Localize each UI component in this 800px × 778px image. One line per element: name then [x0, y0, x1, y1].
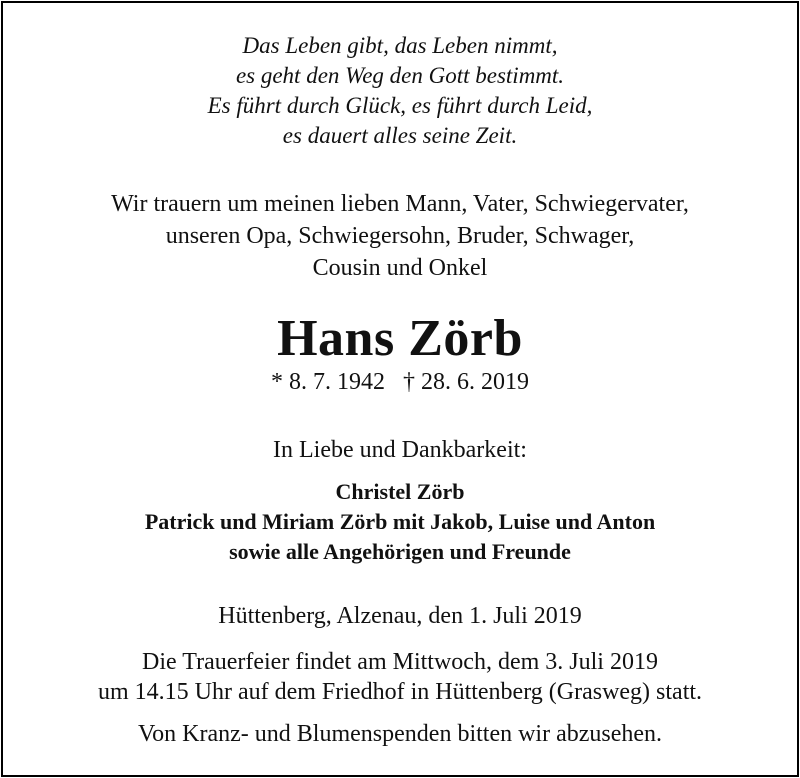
donation-request: Von Kranz- und Blumenspenden bitten wir abzusehen. [137, 721, 663, 747]
mourning-line-2: unseren Opa, Schwiegersohn, Bruder, Schwager, [165, 223, 635, 249]
life-dates: * 8. 7. 1942 † 28. 6. 2019 [271, 369, 529, 395]
mourning-line-3: Cousin und Onkel [312, 255, 488, 281]
family-line-1: Christel Zörb [335, 479, 465, 504]
gratitude-heading: In Liebe und Dankbarkeit: [273, 437, 527, 463]
place-date: Hüttenberg, Alzenau, den 1. Juli 2019 [218, 603, 582, 629]
ceremony-line-1: Die Trauerfeier findet am Mittwoch, dem 3. Juli 2019 [142, 649, 658, 675]
poem-line-1: Das Leben gibt, das Leben nimmt, [242, 33, 558, 58]
poem-line-2: es geht den Weg den Gott bestimmt. [235, 63, 565, 88]
deceased-name: Hans Zörb [277, 310, 523, 367]
family-line-3: sowie alle Angehörigen und Freunde [229, 539, 571, 564]
mourning-line-1: Wir trauern um meinen lieben Mann, Vater, Schwiegervater, [111, 191, 689, 217]
poem-line-4: es dauert alles seine Zeit. [282, 123, 518, 148]
obituary-notice [1, 1, 799, 777]
family-line-2: Patrick und Miriam Zörb mit Jakob, Luise und Anton [144, 509, 656, 534]
ceremony-line-2: um 14.15 Uhr auf dem Friedhof in Hüttenberg (Grasweg) statt. [97, 679, 703, 705]
poem-line-3: Es führt durch Glück, es führt durch Leid, [207, 93, 593, 118]
